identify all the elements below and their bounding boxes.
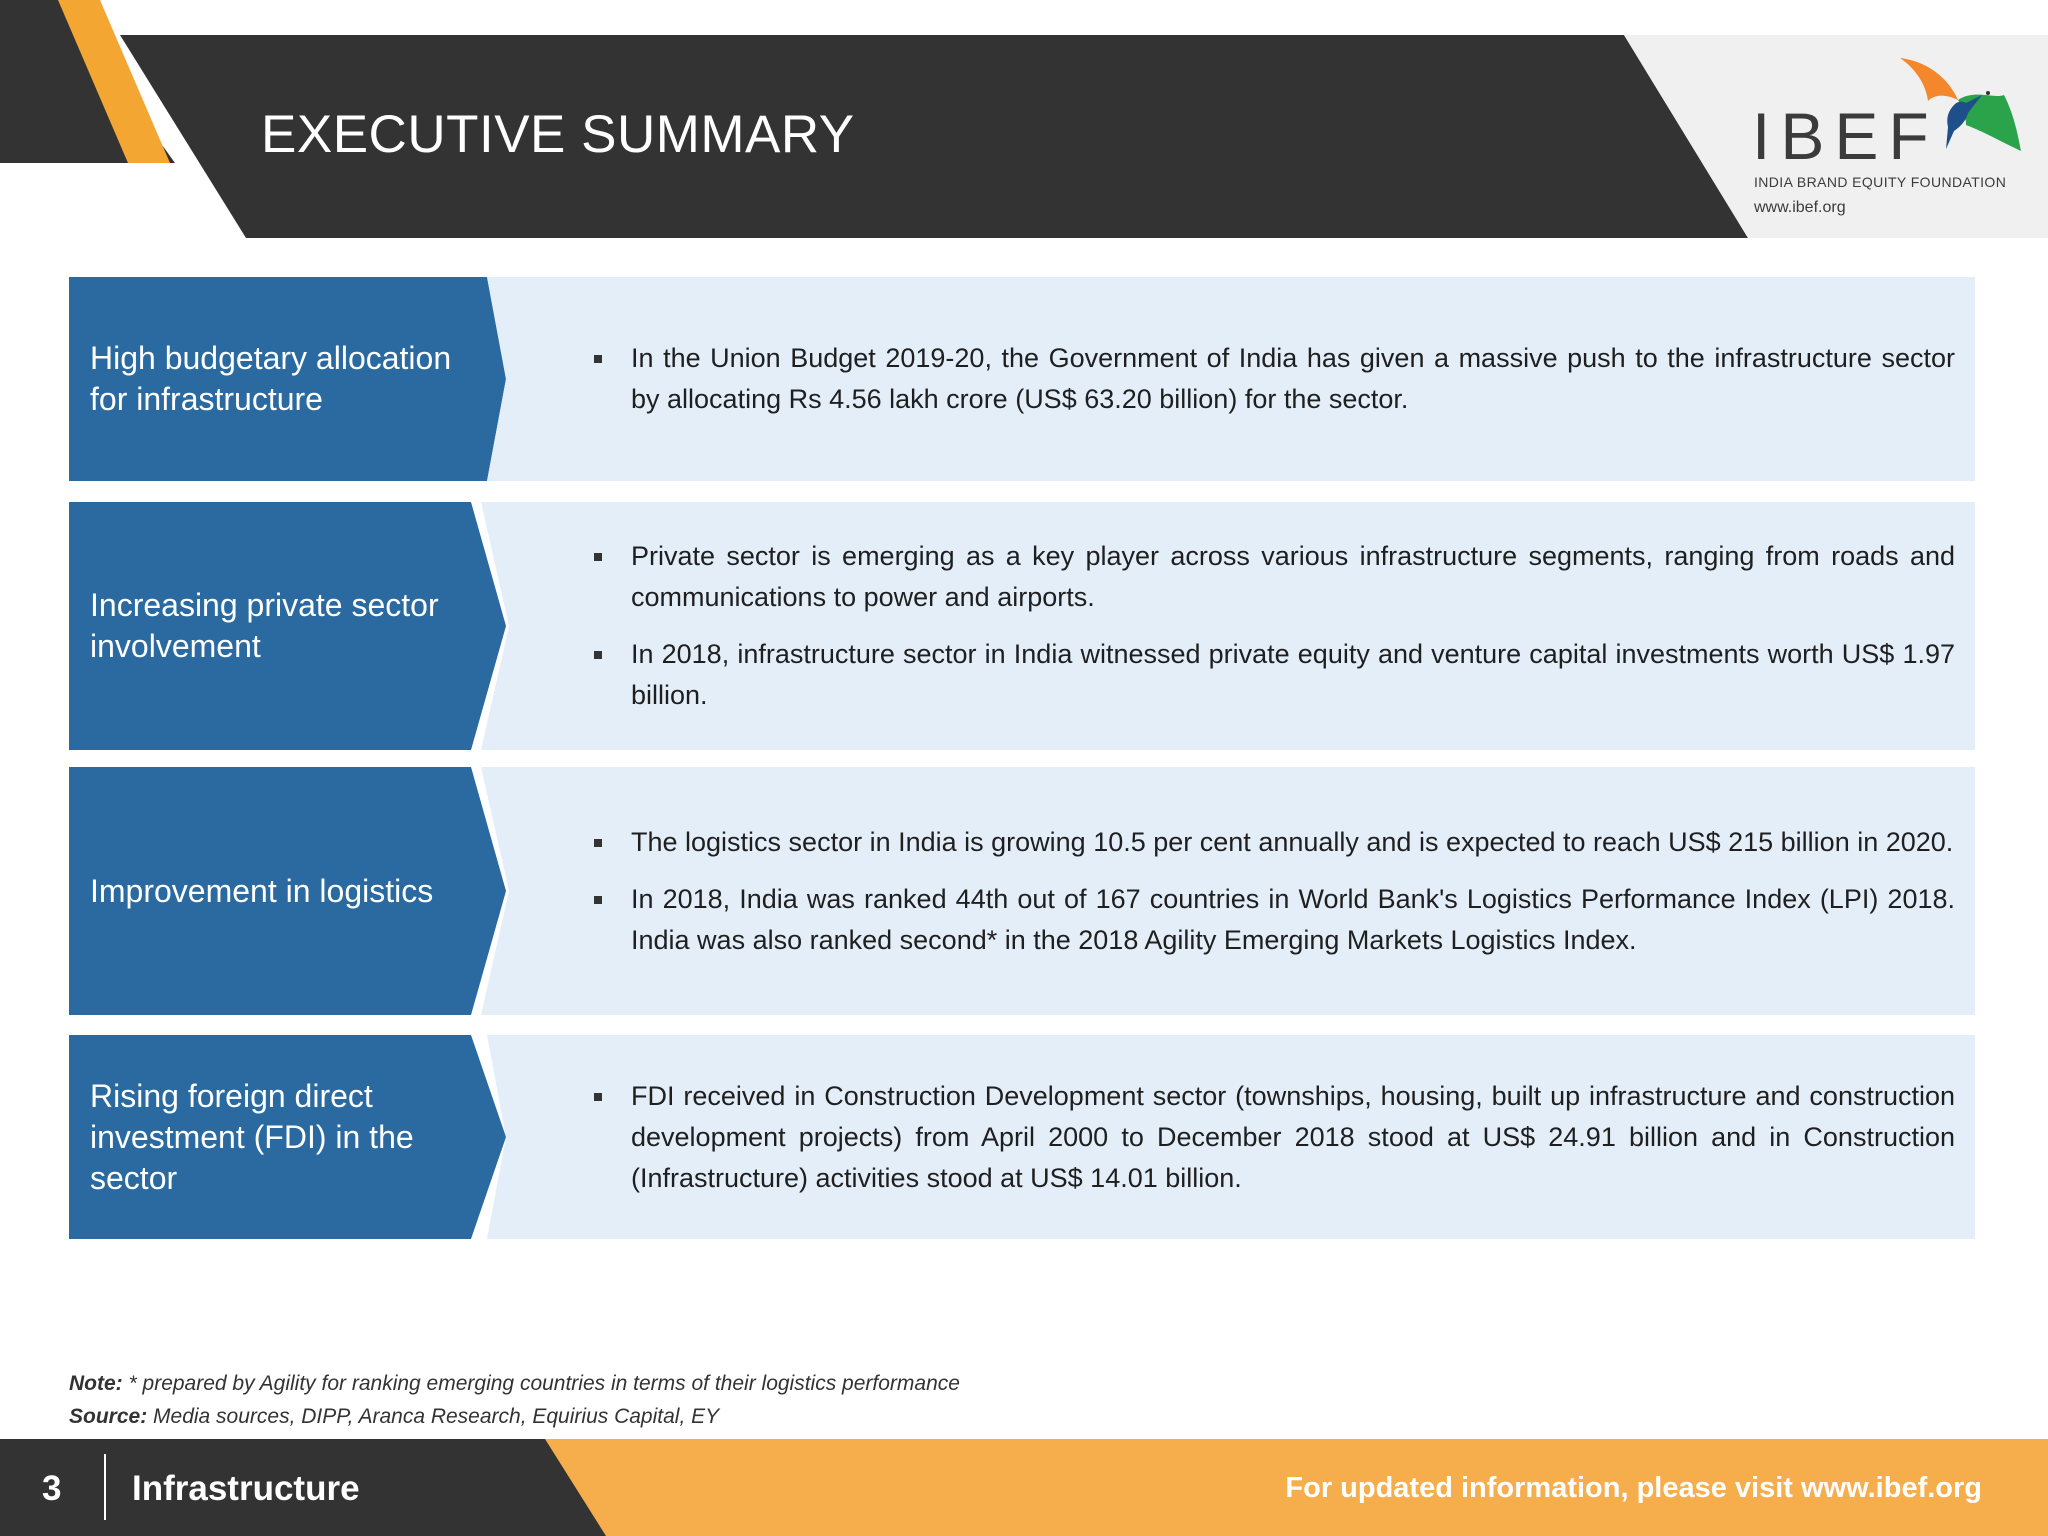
row-content — [481, 767, 1975, 1015]
row-content — [481, 1035, 1975, 1239]
row-label: Increasing private sector involvement — [90, 587, 439, 664]
footnote — [69, 1372, 960, 1396]
logo-url[interactable]: www.ibef.org — [1754, 199, 1846, 216]
footer-section-name: Infrastructure — [132, 1469, 360, 1508]
summary-row-fdi — [69, 1035, 1975, 1239]
logo-wordmark: IBEF — [1752, 99, 1939, 173]
row-label-block — [69, 1035, 509, 1239]
row-label-block — [69, 277, 509, 481]
summary-row-budget — [69, 277, 1975, 481]
source-text: Media sources, DIPP, Aranca Research, Equirius Capital, EY — [153, 1405, 720, 1428]
bullet-text: In 2018, India was ranked 44th out of 167 countries in World Bank's Logistics Performance Index (LPI) 2018. India was also ranked second* in the 2018 Agility Emerging Markets Logistics Index. — [631, 879, 1955, 961]
note-label: Note: — [69, 1372, 123, 1395]
row-label: Improvement in logistics — [90, 872, 434, 909]
logo-tagline: INDIA BRAND EQUITY FOUNDATION — [1754, 174, 2007, 190]
row-content — [481, 502, 1975, 750]
summary-row-private-sector — [69, 502, 1975, 750]
source-label: Source: — [69, 1405, 148, 1428]
note-text: * prepared by Agility for ranking emerging countries in terms of their logistics performance — [128, 1372, 960, 1395]
summary-row-logistics — [69, 767, 1975, 1015]
bullet-text: Private sector is emerging as a key player across various infrastructure segments, ranging from roads and communications to power and airports. — [631, 536, 1955, 618]
row-label: High budgetary allocation for infrastructure — [90, 340, 452, 417]
page-title: EXECUTIVE SUMMARY — [261, 105, 855, 164]
source-note — [69, 1405, 719, 1429]
bullet-text: FDI received in Construction Development sector (townships, housing, built up infrastructure and construction development projects) from April 2000 to December 2018 stood at US$ 24.91 billion and in Construction (Infrastructure) activities stood at US$ 14.01 billion. — [631, 1076, 1955, 1199]
footer-cta-link[interactable]: For updated information, please visit www.ibef.org — [1285, 1472, 1982, 1504]
bullet-text: The logistics sector in India is growing 10.5 per cent annually and is expected to reach US$ 215 billion in 2020. — [631, 822, 1955, 863]
bullet-text: In 2018, infrastructure sector in India witnessed private equity and venture capital investments worth US$ 1.97 billion. — [631, 634, 1955, 716]
row-content — [481, 277, 1975, 481]
page-number: 3 — [42, 1469, 62, 1508]
row-label-block — [69, 502, 509, 750]
bird-logo-icon — [1896, 55, 2021, 155]
row-label-block — [69, 767, 509, 1015]
bullet-text: In the Union Budget 2019-20, the Government of India has given a massive push to the infrastructure sector by allocating Rs 4.56 lakh crore (US$ 63.20 billion) for the sector. — [631, 338, 1955, 420]
footer-divider — [104, 1454, 106, 1520]
row-label: Rising foreign direct investment (FDI) in the sector — [90, 1077, 414, 1196]
